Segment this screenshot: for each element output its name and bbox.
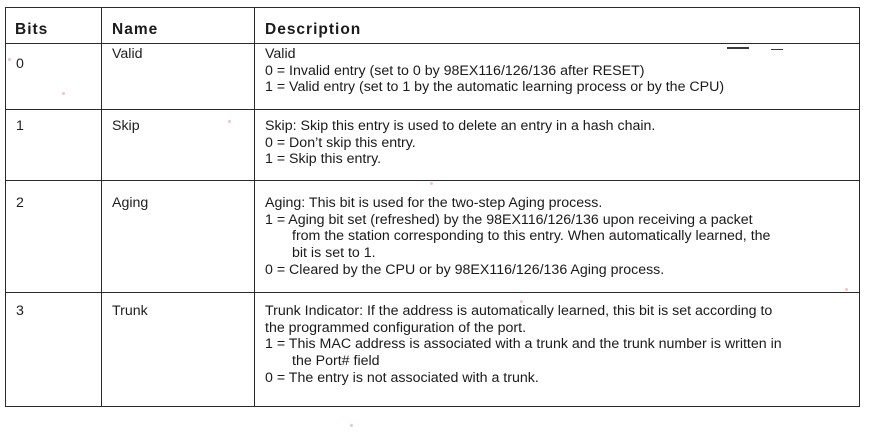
table-row — [6, 181, 860, 293]
bits-cell: 2 — [6, 181, 102, 293]
table-row — [6, 110, 860, 181]
description-cell — [255, 44, 860, 110]
description-cell — [255, 110, 860, 181]
description-cell — [255, 293, 860, 407]
table-row — [6, 44, 860, 110]
description-line: 1 = Valid entry (set to 1 by the automatic learning process or by the CPU) — [265, 79, 725, 96]
description-line: Trunk Indicator: If the address is automatically learned, this bit is set according to — [265, 303, 773, 319]
bits-cell: 3 — [6, 293, 102, 407]
description-line: 0 = Invalid entry (set to 0 by 98EX116/126/136 after RESET) — [265, 62, 645, 79]
name-cell: Skip — [102, 110, 255, 181]
description-line: Aging: This bit is used for the two-step Aging process. — [265, 195, 603, 211]
description-cell — [255, 181, 860, 293]
description-line: 1 = Aging bit set (refreshed) by the 98EX116/126/136 upon receiving a packet — [265, 211, 753, 228]
header-description: Description — [255, 8, 860, 44]
name-cell: Aging — [102, 181, 255, 293]
description-line: 0 = The entry is not associated with a trunk. — [265, 369, 539, 386]
name-cell: Valid — [102, 44, 255, 110]
description-line: Valid — [265, 46, 296, 62]
bits-cell: 0 — [6, 44, 102, 110]
header-name: Name — [102, 8, 255, 44]
description-line: the Port# field — [292, 353, 380, 370]
description-line: 0 = Cleared by the CPU or by 98EX116/126/136 Aging process. — [265, 261, 665, 278]
scan-artifact-dot — [350, 424, 353, 427]
bits-cell: 1 — [6, 110, 102, 181]
description-line: 1 = This MAC address is associated with a trunk and the trunk number is written in — [265, 336, 782, 353]
description-line: the programmed configuration of the port. — [265, 319, 527, 336]
description-line: bit is set to 1. — [292, 245, 376, 262]
table-row — [6, 293, 860, 407]
description-line: Skip: Skip this entry is used to delete an entry in a hash chain. — [265, 118, 656, 134]
description-line: 1 = Skip this entry. — [265, 151, 382, 168]
bit-description-table — [5, 7, 860, 407]
name-cell: Trunk — [102, 293, 255, 407]
description-line: from the station corresponding to this entry. When automatically learned, the — [292, 228, 771, 245]
table-header-row — [6, 8, 860, 44]
header-bits: Bits — [6, 8, 102, 44]
description-line: 0 = Don’t skip this entry. — [265, 134, 416, 151]
